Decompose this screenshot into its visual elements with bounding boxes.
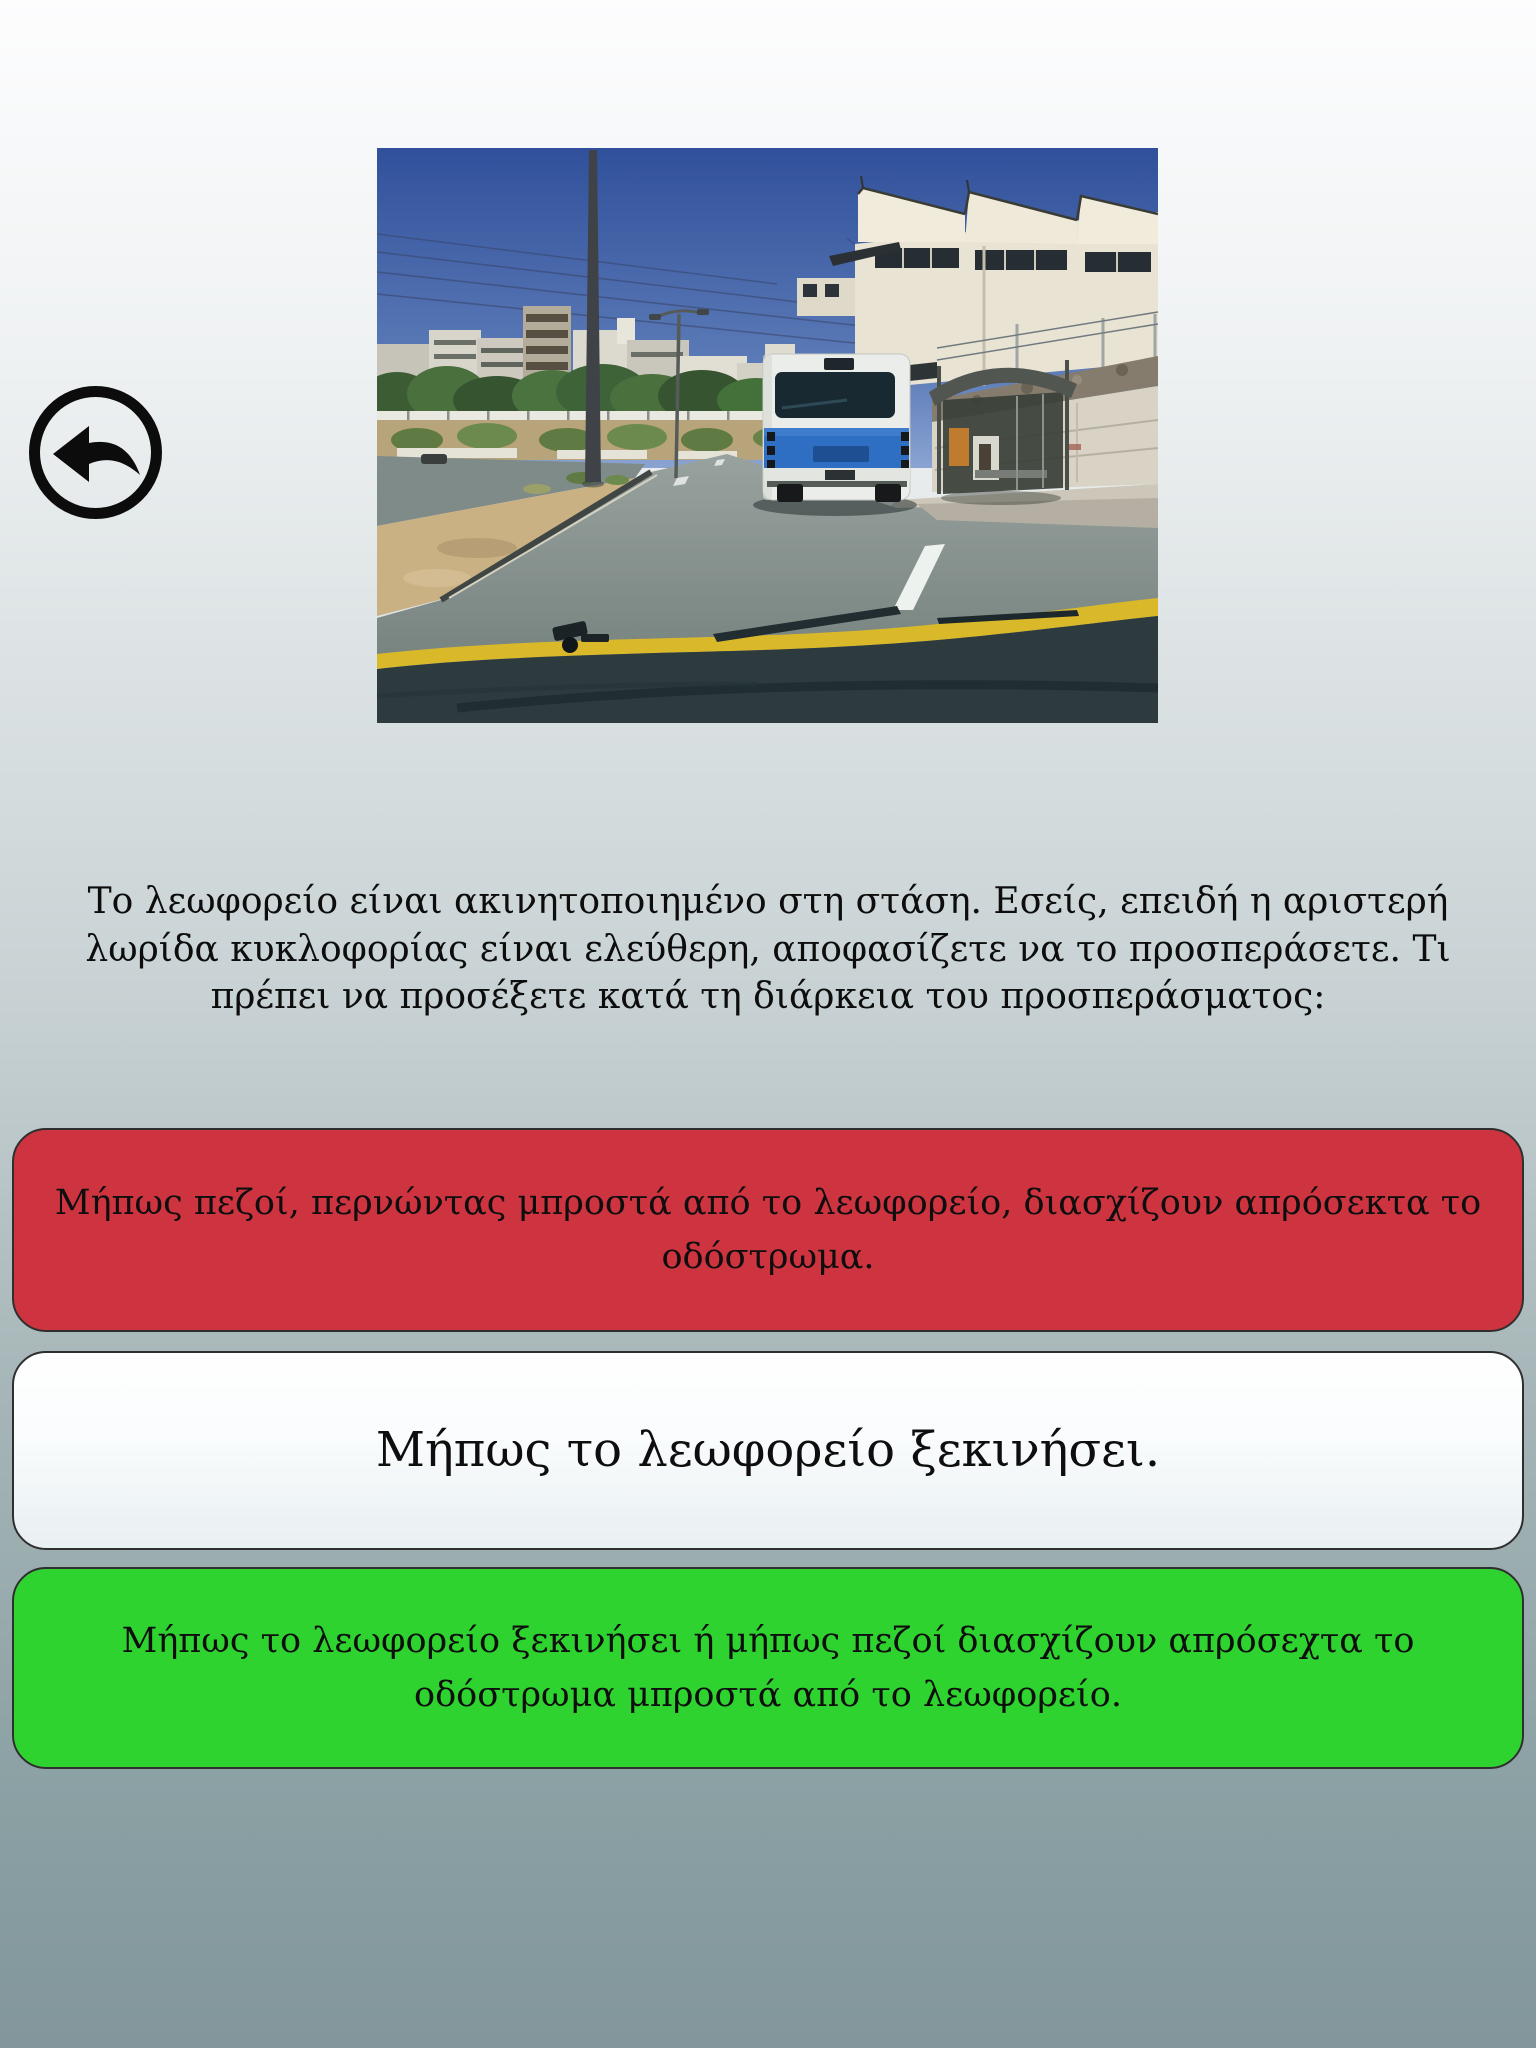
bus-license-plate xyxy=(825,470,855,480)
answer-text: Μήπως πεζοί, περνώντας μπροστά από το λεωφορείο, διασχίζουν απρόσεκτα το οδόστρωμα. xyxy=(54,1182,1482,1277)
answer-text: Μήπως το λεωφορείο ξεκινήσει ή μήπως πεζοί διασχίζουν απρόσεχτα το οδόστρωμα μπροστά από το λεωφορείο. xyxy=(121,1620,1415,1715)
back-button[interactable] xyxy=(23,380,168,525)
question-text: Το λεωφορείο είναι ακινητοποιημένο στη στάση. Εσείς, επειδή η αριστερή λωρίδα κυκλοφορίας είναι ελεύθερη, αποφασίζετε να το προσπεράσετε. Τι πρέπει να προσέξετε κατά τη διάρκεια του προσπεράσματος: xyxy=(85,881,1451,1018)
bus xyxy=(753,354,917,516)
back-arrow-icon xyxy=(23,513,168,528)
answer-option-correct[interactable] xyxy=(12,1567,1524,1769)
answer-option-neutral[interactable] xyxy=(12,1351,1524,1550)
roadside-bank xyxy=(377,411,827,460)
answer-option-incorrect[interactable] xyxy=(12,1128,1524,1332)
road-photo-illustration xyxy=(377,148,1158,723)
road-photo xyxy=(377,148,1158,723)
answer-text: Μήπως το λεωφορείο ξεκινήσει. xyxy=(375,1422,1161,1479)
bus-rear-window xyxy=(775,372,895,418)
bus-route-sign xyxy=(824,358,854,370)
